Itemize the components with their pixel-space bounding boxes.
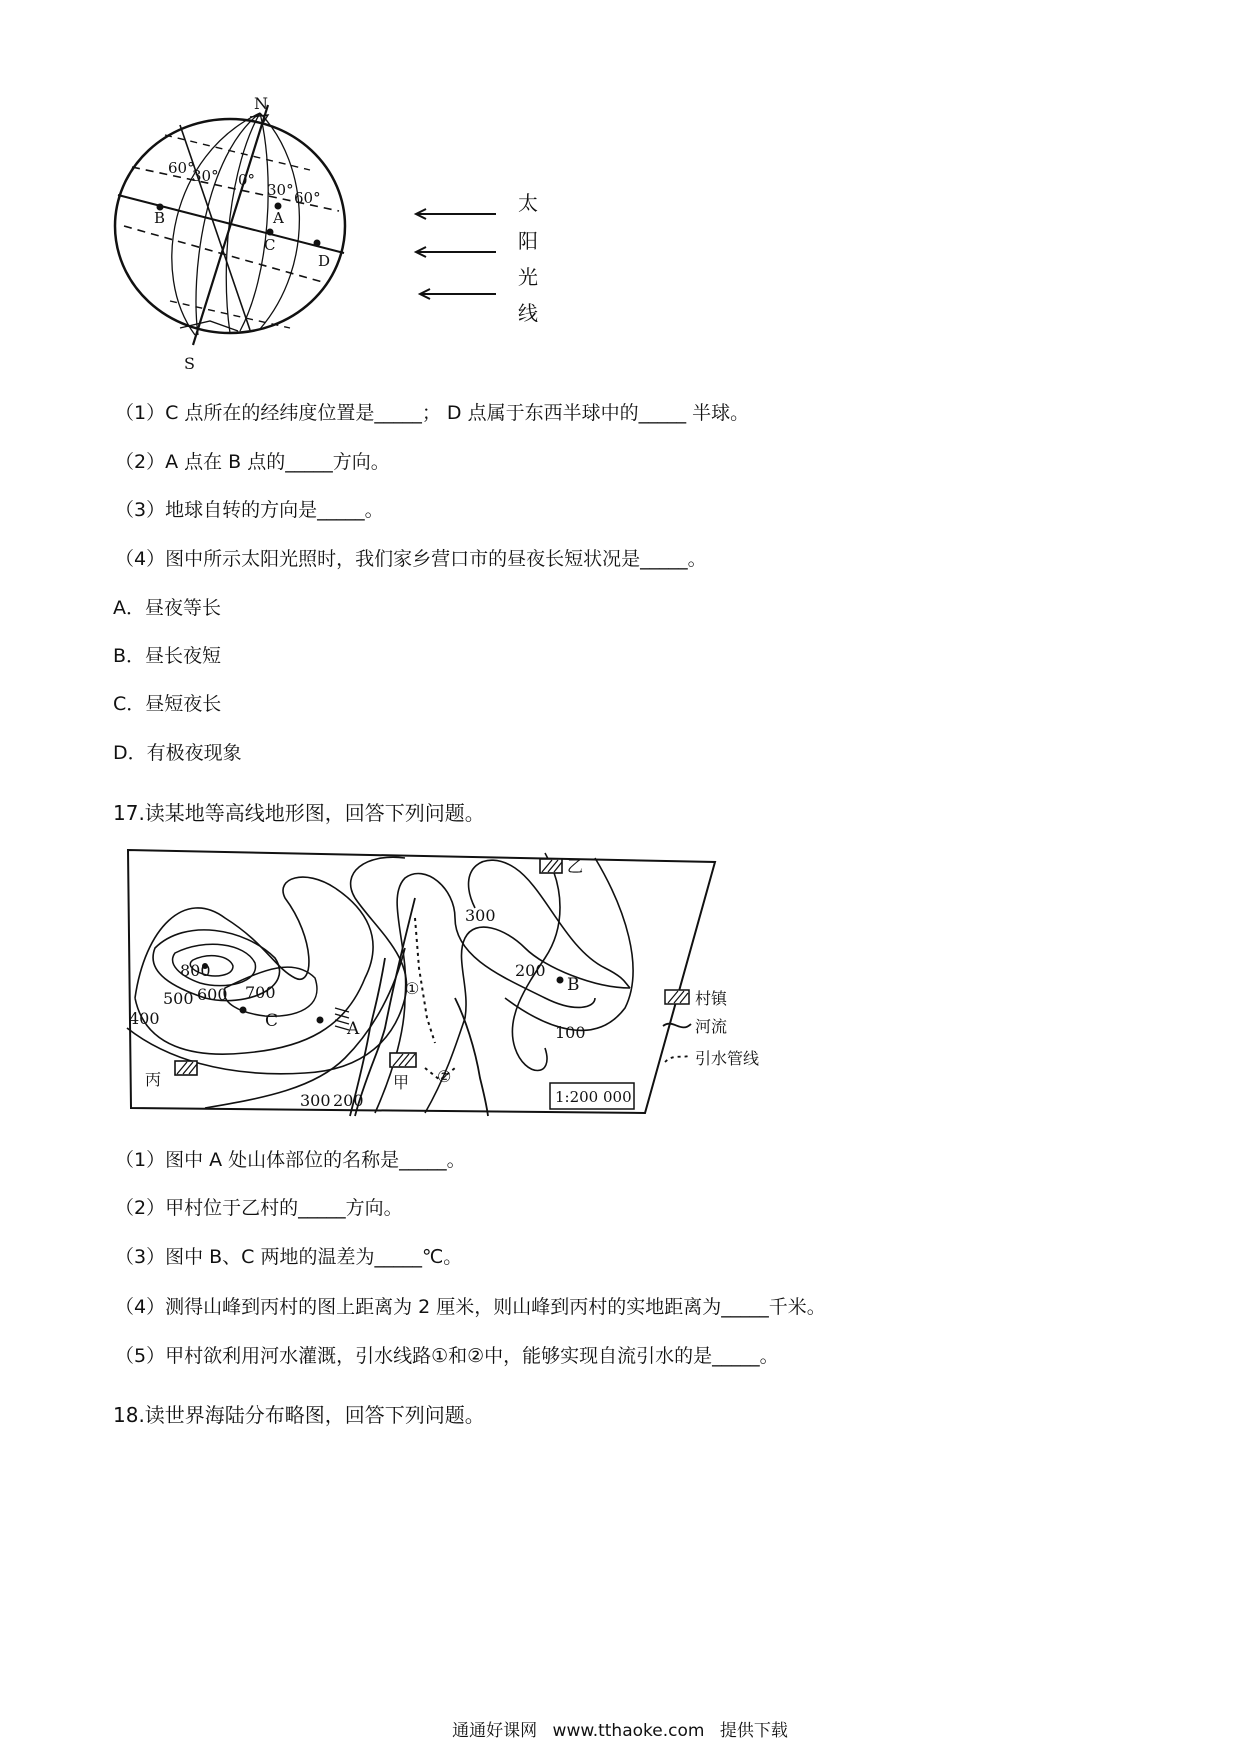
contour-map [125,848,805,1118]
q16-sub2: （2）A 点在 B 点的_____方向。 [115,451,390,473]
contour-300-bottom: 300 [300,1091,331,1110]
q17-sub4: （4）测得山峰到丙村的图上距离为 2 厘米，则山峰到丙村的实地距离为_____千米。 [115,1296,826,1318]
q16-sub3: （3）地球自转的方向是_____。 [115,499,384,521]
point-c-map: C [265,1011,279,1031]
point-d [314,240,321,247]
q16-option-a: A．昼夜等长 [113,597,221,619]
lat-label-60-right: 60° [294,189,321,207]
contour-500: 500 [163,989,194,1008]
contour-400: 400 [129,1009,160,1028]
q16-sub1: （1）C 点所在的经纬度位置是_____； D 点属于东西半球中的_____ 半球。 [115,402,750,424]
globe-diagram [110,95,410,380]
sunlight-char-4: 线 [518,301,538,325]
village-jia: 甲 [393,1073,410,1092]
footer-url[interactable]: www.tthaoke.com [552,1721,705,1741]
contour-300-right: 300 [465,906,496,925]
q17-sub1: （1）图中 A 处山体部位的名称是_____。 [115,1149,466,1171]
q17-title: 17.读某地等高线地形图，回答下列问题。 [113,801,485,825]
q17-sub2: （2）甲村位于乙村的_____方向。 [115,1197,403,1219]
route-2: ② [437,1067,452,1086]
sunlight-char-1: 太 [518,191,538,215]
lat-label-0: 0° [238,171,256,189]
contour-600: 600 [197,985,228,1004]
legend-pipeline: 引水管线 [695,1049,760,1068]
page-footer [0,1720,1240,1742]
village-bing: 丙 [145,1070,162,1089]
legend-river: 河流 [695,1017,728,1036]
point-d-label: D [318,252,331,270]
contour-100: 100 [555,1023,586,1042]
point-c-label: C [264,236,276,254]
sunlight-char-3: 光 [518,265,538,289]
map-scale: 1:200 000 [555,1088,632,1106]
q17-sub5: （5）甲村欲利用河水灌溉，引水线路①和②中，能够实现自流引水的是_____。 [115,1345,779,1367]
q18-title: 18.读世界海陆分布略图，回答下列问题。 [113,1403,485,1427]
point-b-map: B [567,975,580,995]
q16-option-c: C．昼短夜长 [113,693,222,715]
q16-option-d: D．有极夜现象 [113,742,242,764]
village-yi: 乙 [567,857,584,876]
contour-800: 800 [180,961,211,980]
contour-200-bottom: 200 [333,1091,364,1110]
point-c [267,229,274,236]
point-a-label: A [273,209,284,227]
contour-200-right: 200 [515,961,546,980]
sunlight-arrows [410,200,500,310]
legend-village: 村镇 [695,989,728,1008]
lat-label-30-right: 30° [267,181,294,199]
contour-700: 700 [245,983,276,1002]
lat-label-60-left: 60° [168,159,195,177]
south-label: S [184,354,195,373]
footer-site-name: 通通好课网 [452,1721,538,1741]
footer-suffix: 提供下载 [719,1721,788,1741]
sunlight-char-2: 阳 [518,229,538,253]
north-label: N [254,95,268,113]
point-a-map: A [347,1019,360,1039]
q17-sub3: （3）图中 B、C 两地的温差为_____℃。 [115,1246,463,1268]
q16-sub4: （4）图中所示太阳光照时，我们家乡营口市的昼夜长短状况是_____。 [115,548,707,570]
q16-option-b: B．昼长夜短 [113,645,222,667]
route-1: ① [405,979,420,998]
lat-label-30-left: 30° [192,167,219,185]
point-b-label: B [154,209,166,227]
